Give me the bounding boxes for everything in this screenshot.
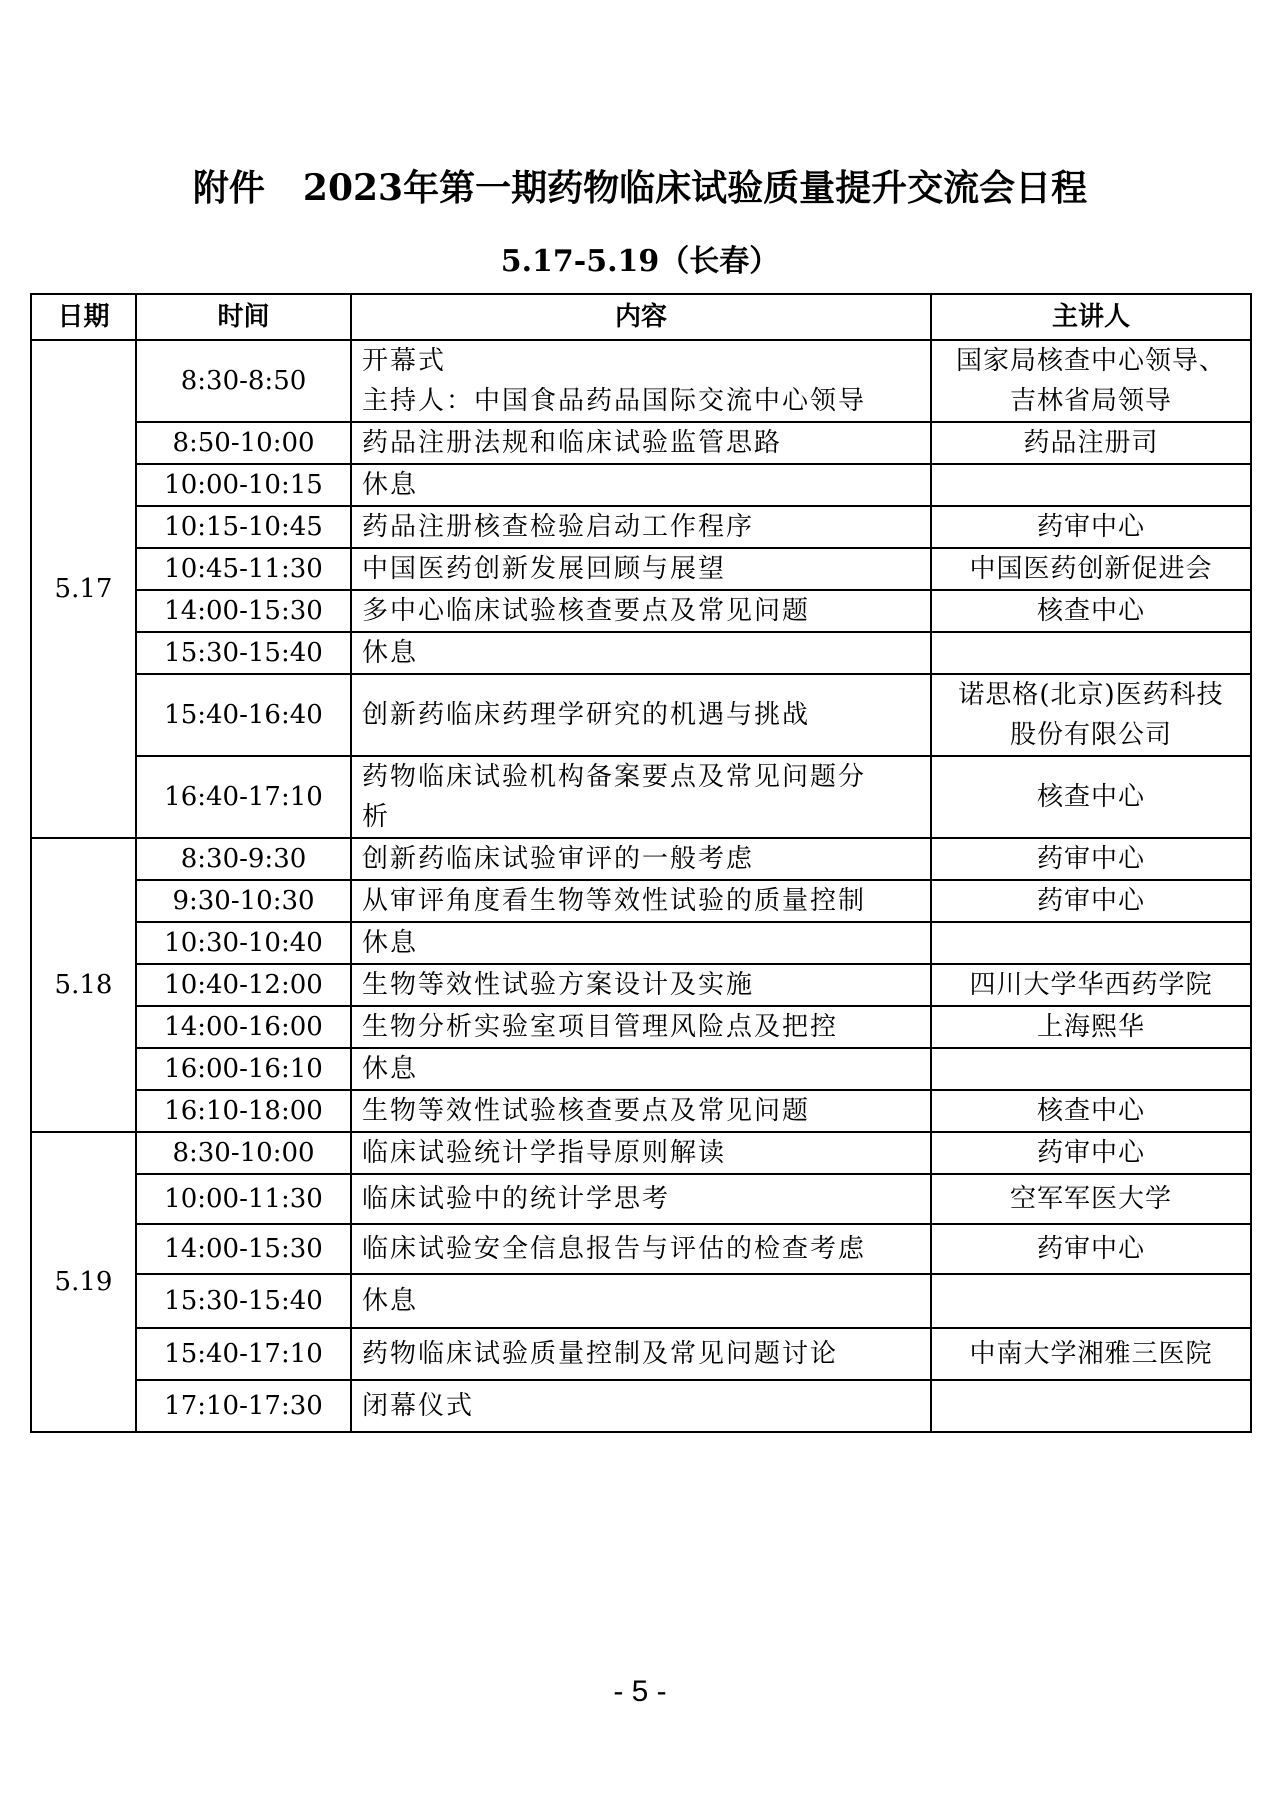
header-date: 日期 — [31, 294, 136, 340]
time-cell: 9:30-10:30 — [136, 880, 351, 922]
time-cell: 8:30-8:50 — [136, 340, 351, 422]
time-cell: 14:00-15:30 — [136, 1224, 351, 1274]
speaker-cell: 核查中心 — [931, 1090, 1251, 1132]
table-row — [31, 1328, 1251, 1380]
page-subtitle: 5.17-5.19（长春） — [500, 244, 780, 279]
content-cell: 休息 — [351, 1048, 931, 1090]
table-row — [31, 1090, 1251, 1132]
table-row — [31, 1132, 1251, 1174]
time-cell: 16:00-16:10 — [136, 1048, 351, 1090]
speaker-cell: 诺思格(北京)医药科技 股份有限公司 — [931, 674, 1251, 756]
time-cell: 10:00-11:30 — [136, 1174, 351, 1224]
speaker-cell: 药审中心 — [931, 880, 1251, 922]
date-cell: 5.17 — [31, 340, 136, 838]
speaker-cell: 国家局核查中心领导、 吉林省局领导 — [931, 340, 1251, 422]
time-cell: 10:40-12:00 — [136, 964, 351, 1006]
content-cell: 开幕式 主持人：中国食品药品国际交流中心领导 — [351, 340, 931, 422]
table-row — [31, 1224, 1251, 1274]
time-cell: 10:00-10:15 — [136, 464, 351, 506]
content-cell: 生物等效性试验核查要点及常见问题 — [351, 1090, 931, 1132]
table-row — [31, 756, 1251, 838]
table-row — [31, 1006, 1251, 1048]
content-cell: 临床试验中的统计学思考 — [351, 1174, 931, 1224]
content-cell: 临床试验统计学指导原则解读 — [351, 1132, 931, 1174]
content-cell: 生物等效性试验方案设计及实施 — [351, 964, 931, 1006]
header-time: 时间 — [136, 294, 351, 340]
time-cell: 8:30-9:30 — [136, 838, 351, 880]
header-speaker: 主讲人 — [931, 294, 1251, 340]
content-cell: 药物临床试验机构备案要点及常见问题分 析 — [351, 756, 931, 838]
content-cell: 创新药临床药理学研究的机遇与挑战 — [351, 674, 931, 756]
speaker-cell — [931, 632, 1251, 674]
speaker-cell: 核查中心 — [931, 756, 1251, 838]
table-row — [31, 506, 1251, 548]
time-cell: 10:45-11:30 — [136, 548, 351, 590]
date-cell: 5.19 — [31, 1132, 136, 1432]
speaker-cell: 药审中心 — [931, 1224, 1251, 1274]
table-row — [31, 1380, 1251, 1432]
speaker-cell — [931, 1048, 1251, 1090]
content-cell: 休息 — [351, 922, 931, 964]
schedule-table — [30, 293, 1252, 1433]
content-cell: 休息 — [351, 632, 931, 674]
speaker-cell: 中国医药创新促进会 — [931, 548, 1251, 590]
time-cell: 15:40-17:10 — [136, 1328, 351, 1380]
content-cell: 生物分析实验室项目管理风险点及把控 — [351, 1006, 931, 1048]
speaker-cell: 药品注册司 — [931, 422, 1251, 464]
time-cell: 16:40-17:10 — [136, 756, 351, 838]
content-cell: 从审评角度看生物等效性试验的质量控制 — [351, 880, 931, 922]
table-row — [31, 464, 1251, 506]
time-cell: 14:00-15:30 — [136, 590, 351, 632]
table-row — [31, 1048, 1251, 1090]
content-cell: 多中心临床试验核查要点及常见问题 — [351, 590, 931, 632]
table-row — [31, 674, 1251, 756]
time-cell: 10:15-10:45 — [136, 506, 351, 548]
speaker-cell: 药审中心 — [931, 1132, 1251, 1174]
speaker-cell — [931, 464, 1251, 506]
header-content: 内容 — [351, 294, 931, 340]
time-cell: 14:00-16:00 — [136, 1006, 351, 1048]
title-text: 2023年第一期药物临床试验质量提升交流会日程 — [302, 167, 1088, 209]
table-row — [31, 838, 1251, 880]
table-row — [31, 632, 1251, 674]
content-cell: 休息 — [351, 464, 931, 506]
speaker-cell: 药审中心 — [931, 506, 1251, 548]
table-row — [31, 590, 1251, 632]
table-row — [31, 964, 1251, 1006]
title-prefix: 附件 — [192, 167, 265, 209]
table-row — [31, 422, 1251, 464]
content-cell: 药品注册核查检验启动工作程序 — [351, 506, 931, 548]
date-cell: 5.18 — [31, 838, 136, 1132]
schedule-body — [31, 340, 1251, 1432]
time-cell: 16:10-18:00 — [136, 1090, 351, 1132]
speaker-cell: 空军军医大学 — [931, 1174, 1251, 1224]
content-cell: 中国医药创新发展回顾与展望 — [351, 548, 931, 590]
page-title — [0, 160, 1280, 211]
table-row — [31, 922, 1251, 964]
table-row — [31, 880, 1251, 922]
time-cell: 15:40-16:40 — [136, 674, 351, 756]
content-cell: 临床试验安全信息报告与评估的检查考虑 — [351, 1224, 931, 1274]
time-cell: 10:30-10:40 — [136, 922, 351, 964]
speaker-cell: 药审中心 — [931, 838, 1251, 880]
time-cell: 15:30-15:40 — [136, 1274, 351, 1328]
content-cell: 休息 — [351, 1274, 931, 1328]
speaker-cell: 四川大学华西药学院 — [931, 964, 1251, 1006]
table-row — [31, 1274, 1251, 1328]
content-cell: 闭幕仪式 — [351, 1380, 931, 1432]
speaker-cell: 上海熙华 — [931, 1006, 1251, 1048]
table-row — [31, 548, 1251, 590]
content-cell: 创新药临床试验审评的一般考虑 — [351, 838, 931, 880]
speaker-cell — [931, 1274, 1251, 1328]
time-cell: 8:50-10:00 — [136, 422, 351, 464]
speaker-cell — [931, 1380, 1251, 1432]
table-row — [31, 340, 1251, 422]
time-cell: 15:30-15:40 — [136, 632, 351, 674]
time-cell: 8:30-10:00 — [136, 1132, 351, 1174]
page-number: - 5 - — [613, 1675, 667, 1708]
speaker-cell: 中南大学湘雅三医院 — [931, 1328, 1251, 1380]
table-header-row — [31, 294, 1251, 340]
content-cell: 药品注册法规和临床试验监管思路 — [351, 422, 931, 464]
content-cell: 药物临床试验质量控制及常见问题讨论 — [351, 1328, 931, 1380]
table-row — [31, 1174, 1251, 1224]
speaker-cell — [931, 922, 1251, 964]
time-cell: 17:10-17:30 — [136, 1380, 351, 1432]
speaker-cell: 核查中心 — [931, 590, 1251, 632]
